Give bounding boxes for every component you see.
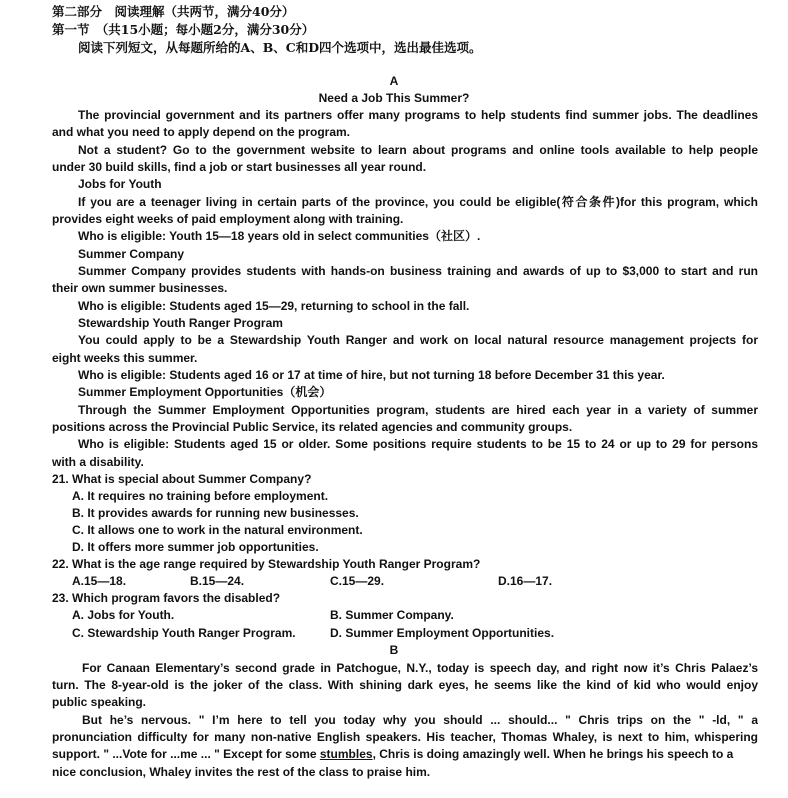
paragraph-line: The provincial government and its partners offer many programs to help students find summer jobs. The deadlines <box>78 108 758 122</box>
eligibility-line: Who is eligible: Students aged 15—29, returning to school in the fall. <box>78 299 470 313</box>
paragraph-line: If you are a teenager living in certain parts of the province, you could be eligible(符合条件)for this program, which <box>78 195 758 209</box>
answer-option: B. It provides awards for running new businesses. <box>72 506 359 520</box>
paragraph-line: and what you need to apply depend on the program. <box>52 125 351 139</box>
instructions: 阅读下列短文，从每题所给的A、B、C和D四个选项中，选出最佳选项。 <box>78 40 482 55</box>
eligibility-line: Who is eligible: Students aged 16 or 17 at time of hire, but not turning 18 before December 31 this year. <box>78 368 665 382</box>
answer-option: C.15—29. <box>330 574 385 588</box>
answer-option: C. Stewardship Youth Ranger Program. <box>72 626 296 640</box>
paragraph-line: turn. The 8-year-old is the joker of the class. With shining dark eyes, he seems like the kind of kid who would enjoy <box>52 678 758 692</box>
eligibility-line: Who is eligible: Students aged 15 or older. Some positions require students to be 15 to 24 or up to 29 for persons <box>78 437 758 451</box>
question-stem: 23. Which program favors the disabled? <box>52 591 281 605</box>
paragraph-line <box>52 746 758 763</box>
paragraph-line: nice conclusion, Whaley invites the rest of the class to praise him. <box>52 765 431 779</box>
underlined-word: stumbles <box>319 747 373 761</box>
passage-b-letter: B <box>389 643 399 657</box>
text-segment: support. " ...Vote for ...me ... " Except for some <box>52 747 320 761</box>
paragraph-line: provides eight weeks of paid employment along with training. <box>52 212 404 226</box>
paragraph-line: For Canaan Elementary’s second grade in Patchogue, N.Y., today is speech day, and right now it’s Chris Palaez’s <box>82 661 758 675</box>
answer-option: A. Jobs for Youth. <box>72 608 175 622</box>
passage-a-title: Need a Job This Summer? <box>318 91 470 105</box>
part-heading: 第二部分 阅读理解（共两节，满分40分） <box>52 4 295 19</box>
paragraph-line: eight weeks this summer. <box>52 351 198 365</box>
answer-option: D. It offers more summer job opportunities. <box>72 540 319 554</box>
answer-option: D. Summer Employment Opportunities. <box>330 626 555 640</box>
answer-option: D.16—17. <box>498 574 553 588</box>
passage-a-letter: A <box>389 74 399 88</box>
text-segment: , Chris is doing amazingly well. When he brings his speech to a <box>372 747 734 761</box>
question-stem: 21. What is special about Summer Company? <box>52 472 312 486</box>
program-heading: Summer Employment Opportunities（机会） <box>78 385 332 399</box>
paragraph-line: Summer Company provides students with hands-on business training and awards of up to $3,000 to start and run <box>78 264 758 278</box>
paragraph-line: under 30 build skills, find a job or start businesses all year round. <box>52 160 427 174</box>
answer-option: B.15—24. <box>190 574 245 588</box>
option-row <box>72 573 758 590</box>
answer-option: B. Summer Company. <box>330 608 454 622</box>
paragraph-line: Not a student? Go to the government website to learn about programs and online tools available to help people <box>78 143 758 157</box>
program-heading: Jobs for Youth <box>78 177 162 191</box>
section-heading: 第一节 （共15小题；每小题2分，满分30分） <box>52 22 315 37</box>
answer-option: A. It requires no training before employment. <box>72 489 329 503</box>
paragraph-line: Through the Summer Employment Opportunities program, students are hired each year in a variety of summer <box>78 403 758 417</box>
paragraph-line: But he’s nervous. " I’m here to tell you today why you should ... should... " Chris trips on the " -ld, " a <box>82 713 758 727</box>
answer-option: C. It allows one to work in the natural environment. <box>72 523 363 537</box>
program-heading: Summer Company <box>78 247 185 261</box>
answer-option: A.15—18. <box>72 574 127 588</box>
eligibility-line: with a disability. <box>52 455 144 469</box>
program-heading: Stewardship Youth Ranger Program <box>78 316 283 330</box>
paragraph-line: positions across the Provincial Public Service, its related agencies and community groups. <box>52 420 573 434</box>
paragraph-line: You could apply to be a Stewardship Youth Ranger and work on local natural resource management projects for <box>78 333 758 347</box>
paragraph-line: pronunciation difficulty for many non-native English speakers. His teacher, Thomas Whaley, is next to him, whispering <box>52 730 758 744</box>
option-row <box>72 625 758 642</box>
eligibility-line: Who is eligible: Youth 15—18 years old in select communities（社区）. <box>78 229 481 243</box>
option-row <box>72 607 758 624</box>
question-stem: 22. What is the age range required by Stewardship Youth Ranger Program? <box>52 557 481 571</box>
paragraph-line: public speaking. <box>52 695 147 709</box>
paragraph-line: their own summer businesses. <box>52 281 228 295</box>
